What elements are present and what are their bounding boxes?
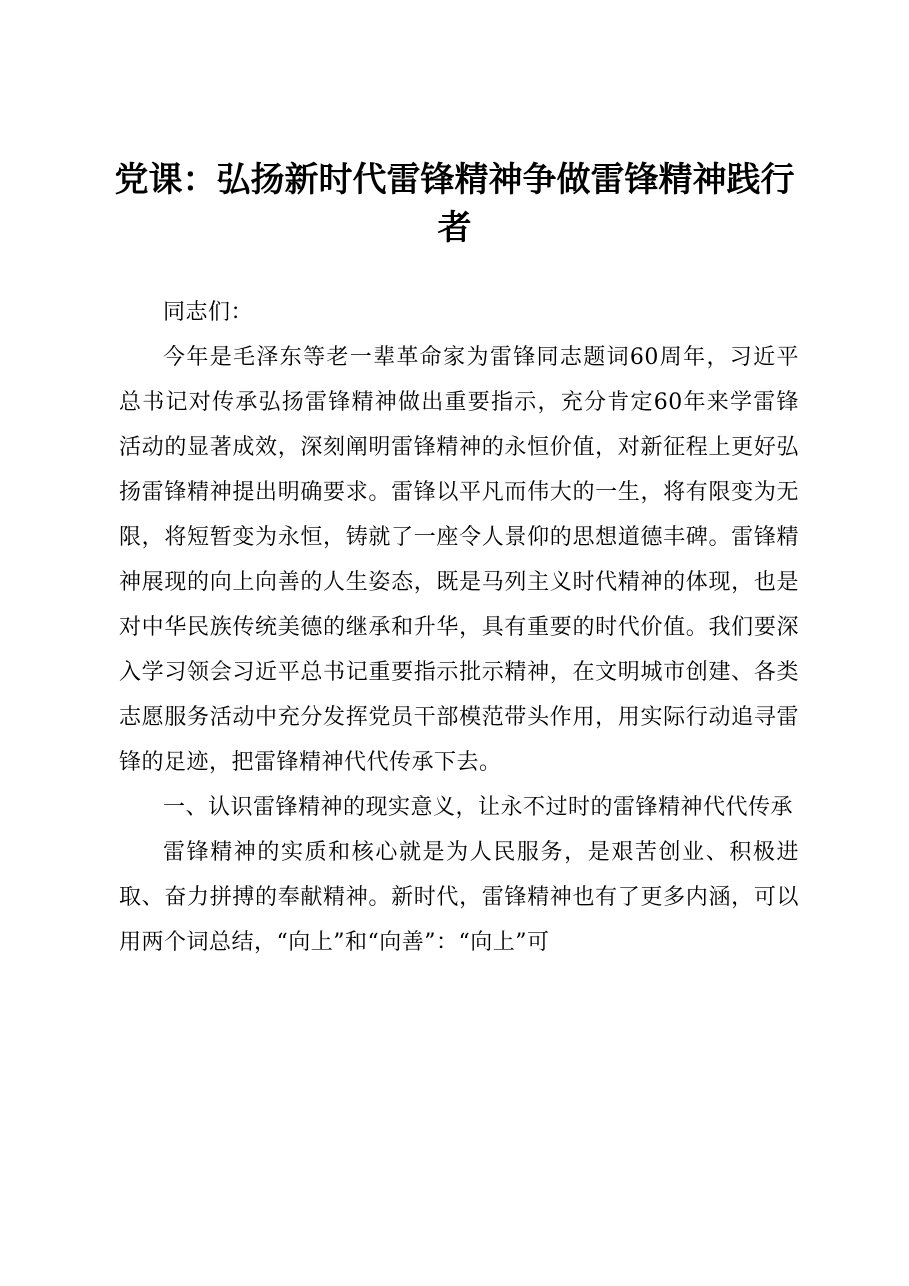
body-paragraph: 雷锋精神的实质和核心就是为人民服务，是艰苦创业、积极进取、奋力拼搏的奉献精神。新时代，雷锋精神也有了更多内涵，可以用两个词总结，“向上”和“向善”：“向上”可 [119,840,799,955]
salutation-paragraph: 同志们： [163,300,254,325]
document-title: 党课：弘扬新时代雷锋精神争做雷锋精神践行者 [114,160,795,248]
section-heading: 一、认识雷锋精神的现实意义，让永不过时的雷锋精神代代传承 [163,795,794,820]
intro-paragraph: 今年是毛泽东等老一辈革命家为雷锋同志题词60周年，习近平总书记对传承弘扬雷锋精神做出重要指示，充分肯定60年来学雷锋活动的显著成效，深刻阐明雷锋精神的永恒价值，对新征程上更好弘扬雷锋精神提出明确要求。雷锋以平凡而伟大的一生，将有限变为无限，将短暂变为永恒，铸就了一座令人景仰的思想道德丰碑。雷锋精神展现的向上向善的人生姿态，既是马列主义时代精神的体现，也是对中华民族传统美德的继承和升华，具有重要的时代价值。我们要深入学习领会习近平总书记重要指示批示精神，在文明城市创建、各类志愿服务活动中充分发挥党员干部模范带头作用，用实际行动追寻雷锋的足迹，把雷锋精神代代传承下去。 [119,345,799,775]
document-body [119,290,799,965]
